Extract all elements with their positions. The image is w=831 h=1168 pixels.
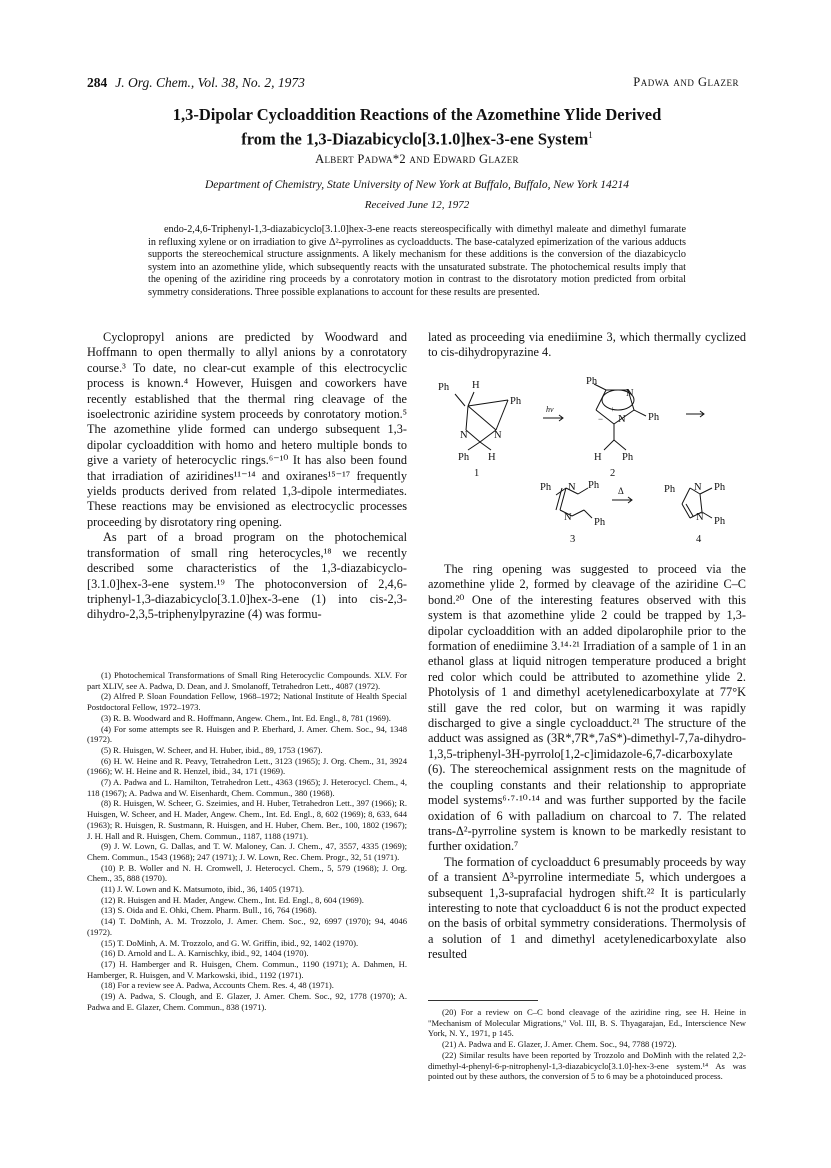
- footnote: (6) H. W. Heine and R. Peavy, Tetrahedron Lett., 3123 (1965); J. Org. Chem., 31, 3924 (1966); W. H. Heine and R. Henzel, ibid., 34, 171 (1969).: [87, 755, 407, 777]
- title-footnote-mark: 1: [588, 130, 593, 140]
- footnotes-left: [87, 670, 407, 1013]
- c2-plus: +: [610, 405, 615, 414]
- c2-ph-2: Ph: [648, 412, 660, 423]
- abstract: [148, 224, 686, 299]
- right-intro-text: lated as proceeding via enediimine 3, which thermally cyclized to cis-dihydropyrazine 4.: [428, 330, 746, 360]
- affiliation: Department of Chemistry, State University of New York at Buffalo, Buffalo, New York 14214: [204, 179, 629, 191]
- label-4: 4: [696, 534, 702, 545]
- right-column-body: [428, 562, 746, 963]
- authors: Albert Padwa*2 and Edward Glazer: [315, 152, 519, 166]
- left-paragraph-2: As part of a broad program on the photochemical transformation of small ring heterocycles,¹⁸ we recently described some characteristics of the 1,3-diazabicyclo-[3.1.0]hex-3-ene system.¹⁹ The photoconversion of 2,4,6-triphenyl-1,3-diazabicyclo[3.1.0]hex-3-ene (1) into cis-2,3-dihydro-2,3,5-triphenylpyrazine (4) was formu-: [87, 530, 407, 622]
- received-date: Received June 12, 1972: [364, 199, 470, 211]
- c1-ph-3: Ph: [458, 452, 470, 463]
- c4-ph-2: Ph: [714, 482, 726, 493]
- c3-n-1: N: [568, 482, 576, 493]
- c2-h: H: [594, 452, 602, 463]
- label-1: 1: [474, 468, 480, 479]
- title-line-2: [87, 125, 747, 150]
- c1-n-2: N: [494, 430, 502, 441]
- footnote: (7) A. Padwa and L. Hamilton, Tetrahedron Lett., 4363 (1965); J. Heterocycl. Chem., 4, 118 (1967); A. Padwa and W. Eisenhardt, Chem. Commun., 380 (1968).: [87, 777, 407, 798]
- running-authors: Padwa and Glazer: [633, 75, 739, 89]
- c3-ph-2: Ph: [588, 480, 600, 491]
- footnote: (18) For a review see A. Padwa, Accounts Chem. Res. 4, 48 (1971).: [101, 980, 334, 991]
- footnote: (1) Photochemical Transformations of Small Ring Heterocyclic Compounds. XLV. For part XLIV, see A. Padwa, D. Dean, and J. Smolanoff, Tetrahedron Lett., 4087 (1972).: [87, 670, 407, 691]
- label-3: 3: [570, 534, 576, 545]
- c2-minus: −: [598, 414, 604, 424]
- c3-n-2: N: [564, 512, 572, 523]
- footnote: (8) R. Huisgen, W. Scheer, G. Szeimies, and H. Huber, Tetrahedron Lett., 397 (1966); R. Huisgen, W. Scheer, and H. Mader, Angew. Chem., Int. Ed. Engl., 8, 602 (1969); 8, 633, 644 (1963); R. Huisgen, R. Sustmann, R. Huisgen, and H. Huber, Chem. Ber., 100, 1802 (1967); J. H. Hall and R. Huisgen, Chem. Commun., 1187, 1188 (1971).: [87, 798, 407, 841]
- footnote: (11) J. W. Lown and K. Matsumoto, ibid., 36, 1405 (1971).: [101, 884, 305, 895]
- footnote: (17) H. Hamberger and R. Huisgen, Chem. Commun., 1190 (1971); A. Dahmen, H. Hamberger, R. Huisgen, and V. Markowski, ibid., 1192 (1971).: [87, 958, 407, 980]
- right-paragraph-1: The ring opening was suggested to proceed via the azomethine ylide 2, formed by cleavage of the aziridine C–C bond.²⁰ One of the interesting features observed with this system is that azomethine ylide 2 could be trapped by 1,3-dipolar cycloaddition with an added dipolarophile prior to the formation of enediimine 3.¹⁴·²¹ Irradiation of a sample of 1 in an ethanol glass at liquid nitrogen temperature produced a bright red color which could be attributed to azomethine ylide 2. Photolysis of 1 and dimethyl acetylenedicarboxylate at 77°K still gave the red color, but on warming it was rapidly discharged to give a single cycloadduct.²¹ The structure of the adduct was assigned as (3R*,7R*,7aS*)-dimethyl-7,7a-dihydro-1,3,5-triphenyl-3H-pyrrolo[1,2-c]imidazole-6,7-dicarboxylate (6). The stereochemical assignment rests on the magnitude of the coupling constants and their relationship to appropriate model systems⁶·⁷·¹⁰·¹⁴ and was further supported by the facile oxidation of 6 with palladium on charcoal to 7. The related trans-Δ²-pyrroline system is known to be markedly resistant to further oxidation.⁷: [428, 562, 746, 854]
- c4-ph-1: Ph: [664, 484, 676, 495]
- c3-ph-3: Ph: [594, 517, 606, 528]
- footnote: (2) Alfred P. Sloan Foundation Fellow, 1968–1972; National Institute of Health Special Postdoctoral Fellow, 1972–1973.: [87, 691, 407, 713]
- footnote: (15) T. DoMinh, A. M. Trozzolo, and G. W. Griffin, ibid., 92, 1402 (1970).: [101, 937, 359, 948]
- abstract-text: endo-2,4,6-Triphenyl-1,3-diazabicyclo[3.1.0]hex-3-ene reacts stereospecifically with dimethyl maleate and dimethyl fumarate in refluxing xylene or on irradiation to give Δ²-pyrrolines as cycloadducts. The base-catalyzed epimerization of the various adducts supports the stereochemical structure assignments. A likely mechanism for these additions is the conversion of the diazabicyclo system into an azomethine ylide, which subsequently reacts with the unsaturated substrate. The photochemical results imply that the opening of the aziridine ring proceeds by a conrotatory motion in contrast to the disrotatory motion predicted from orbital symmetry considerations. Three possible explanations to account for these results are presented.: [148, 224, 686, 298]
- footnote: (13) S. Oida and E. Ohki, Chem. Pharm. Bull., 16, 764 (1968).: [101, 905, 317, 916]
- footnote-divider: [428, 1000, 538, 1001]
- label-2: 2: [610, 468, 616, 479]
- c2-ph-3: Ph: [622, 452, 634, 463]
- right-column-intro: [428, 330, 746, 361]
- c4-ph-3: Ph: [714, 516, 726, 527]
- journal-citation: J. Org. Chem., Vol. 38, No. 2, 1973: [115, 75, 305, 90]
- c2-n-1: N: [626, 388, 634, 399]
- c2-ph-1: Ph: [586, 376, 598, 387]
- footnote: (22) Similar results have been reported by Trozzolo and DoMinh with the related 2,2-dimethyl-4-phenyl-6-p-nitrophenyl-1,3-diazabicyclo[3.1.0]-hex-3-ene system.¹⁴ As was pointed out by these authors, the conversion of 5 to 6 may be a photoinduced process.: [428, 1049, 746, 1082]
- footnote: (9) J. W. Lown, G. Dallas, and T. W. Maloney, Can. J. Chem., 47, 3557, 4335 (1969); Chem. Commun., 1543 (1968); 247 (1971); J. W. Lown, Rec. Chem. Progr., 32, 51 (1971).: [87, 841, 407, 862]
- title-line-1: 1,3-Dipolar Cycloaddition Reactions of the Azomethine Ylide Derived: [172, 105, 662, 124]
- reaction-scheme: [428, 370, 746, 560]
- hv-label: hν: [546, 405, 554, 414]
- footnote: (21) A. Padwa and E. Glazer, J. Amer. Chem. Soc., 94, 7788 (1972).: [442, 1039, 677, 1050]
- title-line-2-text: from the 1,3-Diazabicyclo[3.1.0]hex-3-ene System: [241, 129, 589, 149]
- left-paragraph-1: Cyclopropyl anions are predicted by Woodward and Hoffmann to open thermally to allyl anions by a conrotatory course.³ To date, no clear-cut example of this electrocyclic process is known.⁴ However, Huisgen and coworkers have recently established that the thermal ring cleavage of the isoelectronic aziridine system proceeds by conrotatory motion.⁵ The azomethine ylide formed can undergo subsequent 1,3-dipolar cycloaddition with homo and hetero multiple bonds to give a variety of heterocyclic rings.⁶⁻¹⁰ It has also been found that irradiation of aziridines¹¹⁻¹⁴ and oxiranes¹⁵⁻¹⁷ frequently yields products derived from related 1,3-dipole intermediates. These reactions may be envisioned as electrocyclic processes proceeding by disrotatory ring opening.: [87, 330, 407, 529]
- c1-h-2: H: [488, 452, 496, 463]
- footnotes-right: [428, 1007, 746, 1082]
- c1-ph-2: Ph: [510, 396, 522, 407]
- c4-n-1: N: [694, 482, 702, 493]
- footnote: (19) A. Padwa, S. Clough, and E. Glazer, J. Amer. Chem. Soc., 92, 1778 (1970); A. Padwa and E. Glazer, Chem. Commun., 838 (1971).: [87, 991, 407, 1012]
- footnote: (14) T. DoMinh, A. M. Trozzolo, J. Amer. Chem. Soc., 92, 6997 (1970); 94, 4046 (1972).: [87, 916, 407, 937]
- left-column-body: [87, 330, 407, 623]
- c1-n-1: N: [460, 430, 468, 441]
- article-title: [87, 104, 747, 150]
- footnote: (20) For a review on C–C bond cleavage of the aziridine ring, see H. Heine in "Mechanism of Molecular Migrations," Vol. III, B. S. Thyagarajan, Ed., Interscience New York, N. Y., 1971, p 145.: [428, 1007, 746, 1039]
- footnote: (16) D. Arnold and L. A. Karnischky, ibid., 92, 1404 (1970).: [101, 948, 309, 959]
- c3-ph-1: Ph: [540, 482, 552, 493]
- c1-h-1: H: [472, 380, 480, 391]
- right-paragraph-2: The formation of cycloadduct 6 presumably proceeds by way of a transient Δ³-pyrroline intermediate 5, which undergoes a subsequent 1,3-suprafacial hydrogen shift.²² It is particularly interesting to note that cycloadduct 6 is not the product expected on the basis of orbital symmetry considerations. Thermolysis of a solution of 1 and dimethyl acetylenedicarboxylate also resulted: [428, 854, 746, 962]
- c4-n-2: N: [696, 512, 704, 523]
- footnote: (4) For some attempts see R. Huisgen and P. Eberhard, J. Amer. Chem. Soc., 94, 1348 (1972).: [87, 723, 407, 745]
- footnote: (10) P. B. Woller and N. H. Cromwell, J. Heterocycl. Chem., 5, 579 (1968); J. Org. Chem., 35, 888 (1970).: [87, 862, 407, 884]
- c2-n-2: N: [618, 414, 626, 425]
- page-number: 284: [87, 75, 108, 90]
- footnote: (5) R. Huisgen, W. Scheer, and H. Huber, ibid., 89, 1753 (1967).: [101, 744, 323, 755]
- running-header-left: [87, 75, 305, 91]
- footnote: (3) R. B. Woodward and R. Hoffmann, Angew. Chem., Int. Ed. Engl., 8, 781 (1969).: [101, 712, 391, 723]
- c1-ph-1: Ph: [438, 382, 450, 393]
- delta-label: Δ: [618, 486, 624, 496]
- footnote: (12) R. Huisgen and H. Mader, Angew. Chem., Int. Ed. Engl., 8, 604 (1969).: [101, 894, 364, 905]
